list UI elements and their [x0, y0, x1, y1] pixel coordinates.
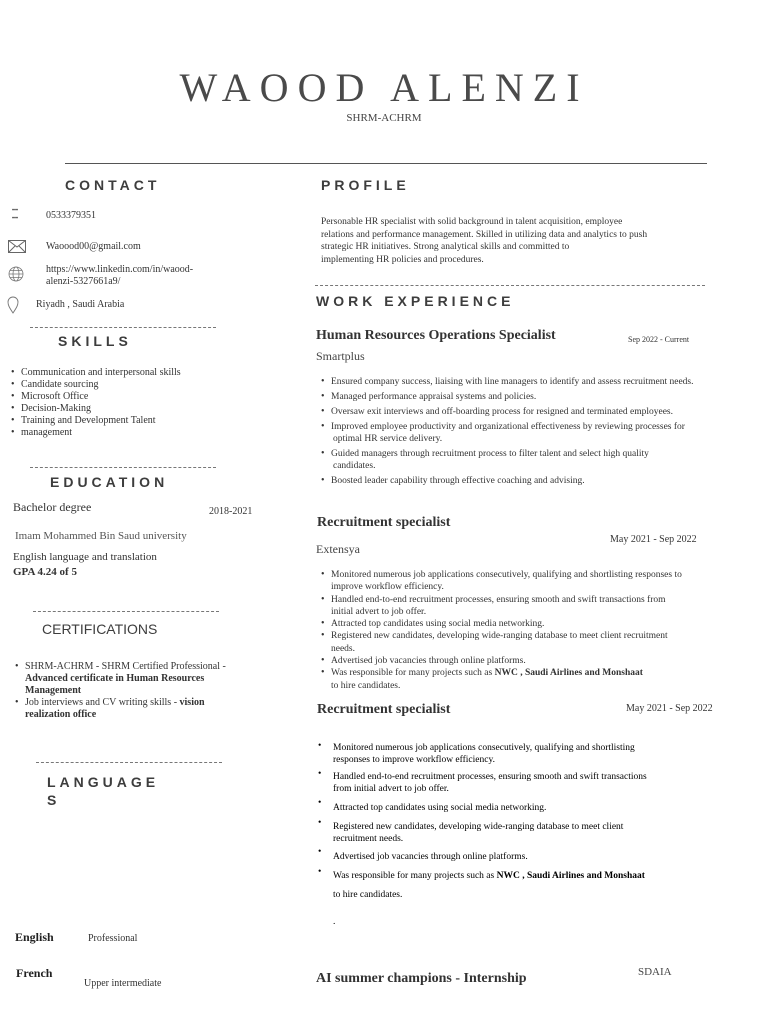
job-title: Human Resources Operations Specialist: [316, 328, 556, 343]
bullet-icon: •: [318, 741, 322, 751]
job-title: Recruitment specialist: [317, 702, 451, 717]
list-item: Attracted top candidates using social media networking.: [333, 803, 547, 813]
education-degree: Bachelor degree: [13, 500, 92, 514]
linkedin-line-1: https://www.linkedin.com/in/waood-: [46, 264, 194, 275]
list-item: • Guided managers through recruitment process to filter talent and select high quality candidates.: [321, 448, 741, 472]
list-item: Was responsible for many projects such as NWC , Saudi Airlines and Monshaat: [333, 871, 645, 881]
contact-location: Riyadh , Saudi Arabia: [36, 299, 125, 310]
list-item: Advertised job vacancies through online platforms.: [333, 852, 528, 862]
list-item: • Managed performance appraisal systems and policies.: [321, 391, 741, 403]
list-item: • management: [11, 427, 231, 439]
list-item: • Attracted top candidates using social media networking.: [321, 618, 731, 630]
job-bullets: [321, 569, 731, 692]
bullet-icon: •: [318, 867, 322, 877]
language-level: Professional: [88, 933, 138, 944]
list-item: • Monitored numerous job applications consecutively, qualifying and shortlisting responses to improve workflow efficiency.: [321, 569, 731, 594]
job-company: Extensya: [316, 542, 360, 556]
job-dates: May 2021 - Sep 2022: [626, 703, 713, 714]
list-item: • Job interviews and CV writing skills - vision realization office: [15, 697, 245, 721]
list-item: • SHRM-ACHRM - SHRM Certified Professional - Advanced certificate in Human Resources Management: [15, 661, 245, 697]
bullet-icon: •: [318, 769, 322, 779]
education-gpa: GPA 4.24 of 5: [13, 566, 77, 578]
contact-linkedin[interactable]: [46, 264, 193, 288]
languages-heading: LANGUAGE S: [47, 774, 160, 808]
education-major: English language and translation: [13, 551, 157, 563]
job-organization: SDAIA: [638, 966, 672, 978]
job-company: Smartplus: [316, 349, 365, 363]
job-bullets: [321, 376, 741, 487]
list-item: • Microsoft Office: [11, 391, 231, 403]
list-item: Registered new candidates, developing wide-ranging database to meet client recruitment needs.: [333, 822, 624, 844]
list-item: • Advertised job vacancies through online platforms.: [321, 655, 731, 667]
profile-heading: PROFILE: [321, 177, 410, 193]
list-item: • Registered new candidates, developing wide-ranging database to meet client recruitment needs.: [321, 630, 731, 655]
language-name: English: [15, 930, 54, 944]
divider: [36, 762, 222, 763]
bullet-icon: •: [318, 818, 322, 828]
location-pin-icon: [7, 296, 19, 319]
contact-email[interactable]: Waoood00@gmail.com: [46, 241, 141, 252]
list-item: Monitored numerous job applications consecutively, qualifying and shortlisting responses to improve workflow efficiency.: [333, 743, 635, 765]
list-item-continued: to hire candidates.: [333, 890, 403, 900]
list-item: • Training and Development Talent: [11, 415, 231, 427]
linkedin-line-2: alenzi-5327661a9/: [46, 276, 121, 287]
job-dates: Sep 2022 - Current: [628, 335, 690, 344]
job-title: AI summer champions - Internship: [316, 971, 527, 986]
language-name: French: [16, 966, 53, 980]
list-item: Handled end-to-end recruitment processes, ensuring smooth and swift transactions from initial advert to job offer.: [333, 772, 647, 794]
divider: [30, 327, 216, 328]
contact-phone: 0533379351: [46, 210, 96, 221]
list-item: • Decision-Making: [11, 403, 231, 415]
list-item: • Oversaw exit interviews and off-boarding process for resigned and terminated employees.: [321, 406, 741, 418]
header-divider: [65, 163, 707, 164]
education-heading: EDUCATION: [50, 474, 169, 490]
globe-icon: [8, 266, 24, 287]
skills-list: [11, 367, 231, 439]
list-item: • Communication and interpersonal skills: [11, 367, 231, 379]
resume-name: WAOOD ALENZI: [179, 65, 589, 110]
divider: [33, 611, 219, 612]
resume-subtitle: SHRM-ACHRM: [346, 112, 422, 124]
bullet-icon: •: [318, 798, 322, 808]
divider: [30, 467, 216, 468]
list-item: • Was responsible for many projects such as NWC , Saudi Airlines and Monshaat to hire candidates.: [321, 667, 731, 692]
skills-heading: SKILLS: [58, 333, 132, 349]
list-item: • Candidate sourcing: [11, 379, 231, 391]
divider: [315, 285, 705, 286]
trailing-dot: .: [333, 917, 336, 927]
job-dates: May 2021 - Sep 2022: [610, 534, 697, 545]
bullet-icon: •: [318, 847, 322, 857]
job-title: Recruitment specialist: [317, 515, 451, 530]
mail-icon: [8, 240, 26, 258]
language-level: Upper intermediate: [84, 978, 162, 989]
education-university: Imam Mohammed Bin Saud university: [15, 530, 187, 542]
contact-heading: CONTACT: [65, 177, 161, 193]
phone-icon: ╌ ╌: [12, 205, 19, 224]
certifications-heading: CERTIFICATIONS: [42, 621, 158, 637]
certifications-list: [15, 661, 245, 721]
list-item: • Ensured company success, liaising with line managers to identify and assess recruitment needs.: [321, 376, 741, 388]
work-experience-heading: WORK EXPERIENCE: [316, 293, 515, 309]
list-item: • Boosted leader capability through effective coaching and advising.: [321, 475, 741, 487]
list-item: • Improved employee productivity and organizational effectiveness by reviewing processes for optimal HR service delivery.: [321, 421, 741, 445]
list-item: • Handled end-to-end recruitment processes, ensuring smooth and swift transactions from initial advert to job offer.: [321, 594, 731, 619]
education-years: 2018-2021: [209, 506, 253, 517]
profile-summary: Personable HR specialist with solid background in talent acquisition, employee relations and performance management. Skilled in utilizing data and analytics to push strategic HR initiatives. Strong analytical skills and committed to implementing HR policies and procedures.: [321, 217, 648, 265]
